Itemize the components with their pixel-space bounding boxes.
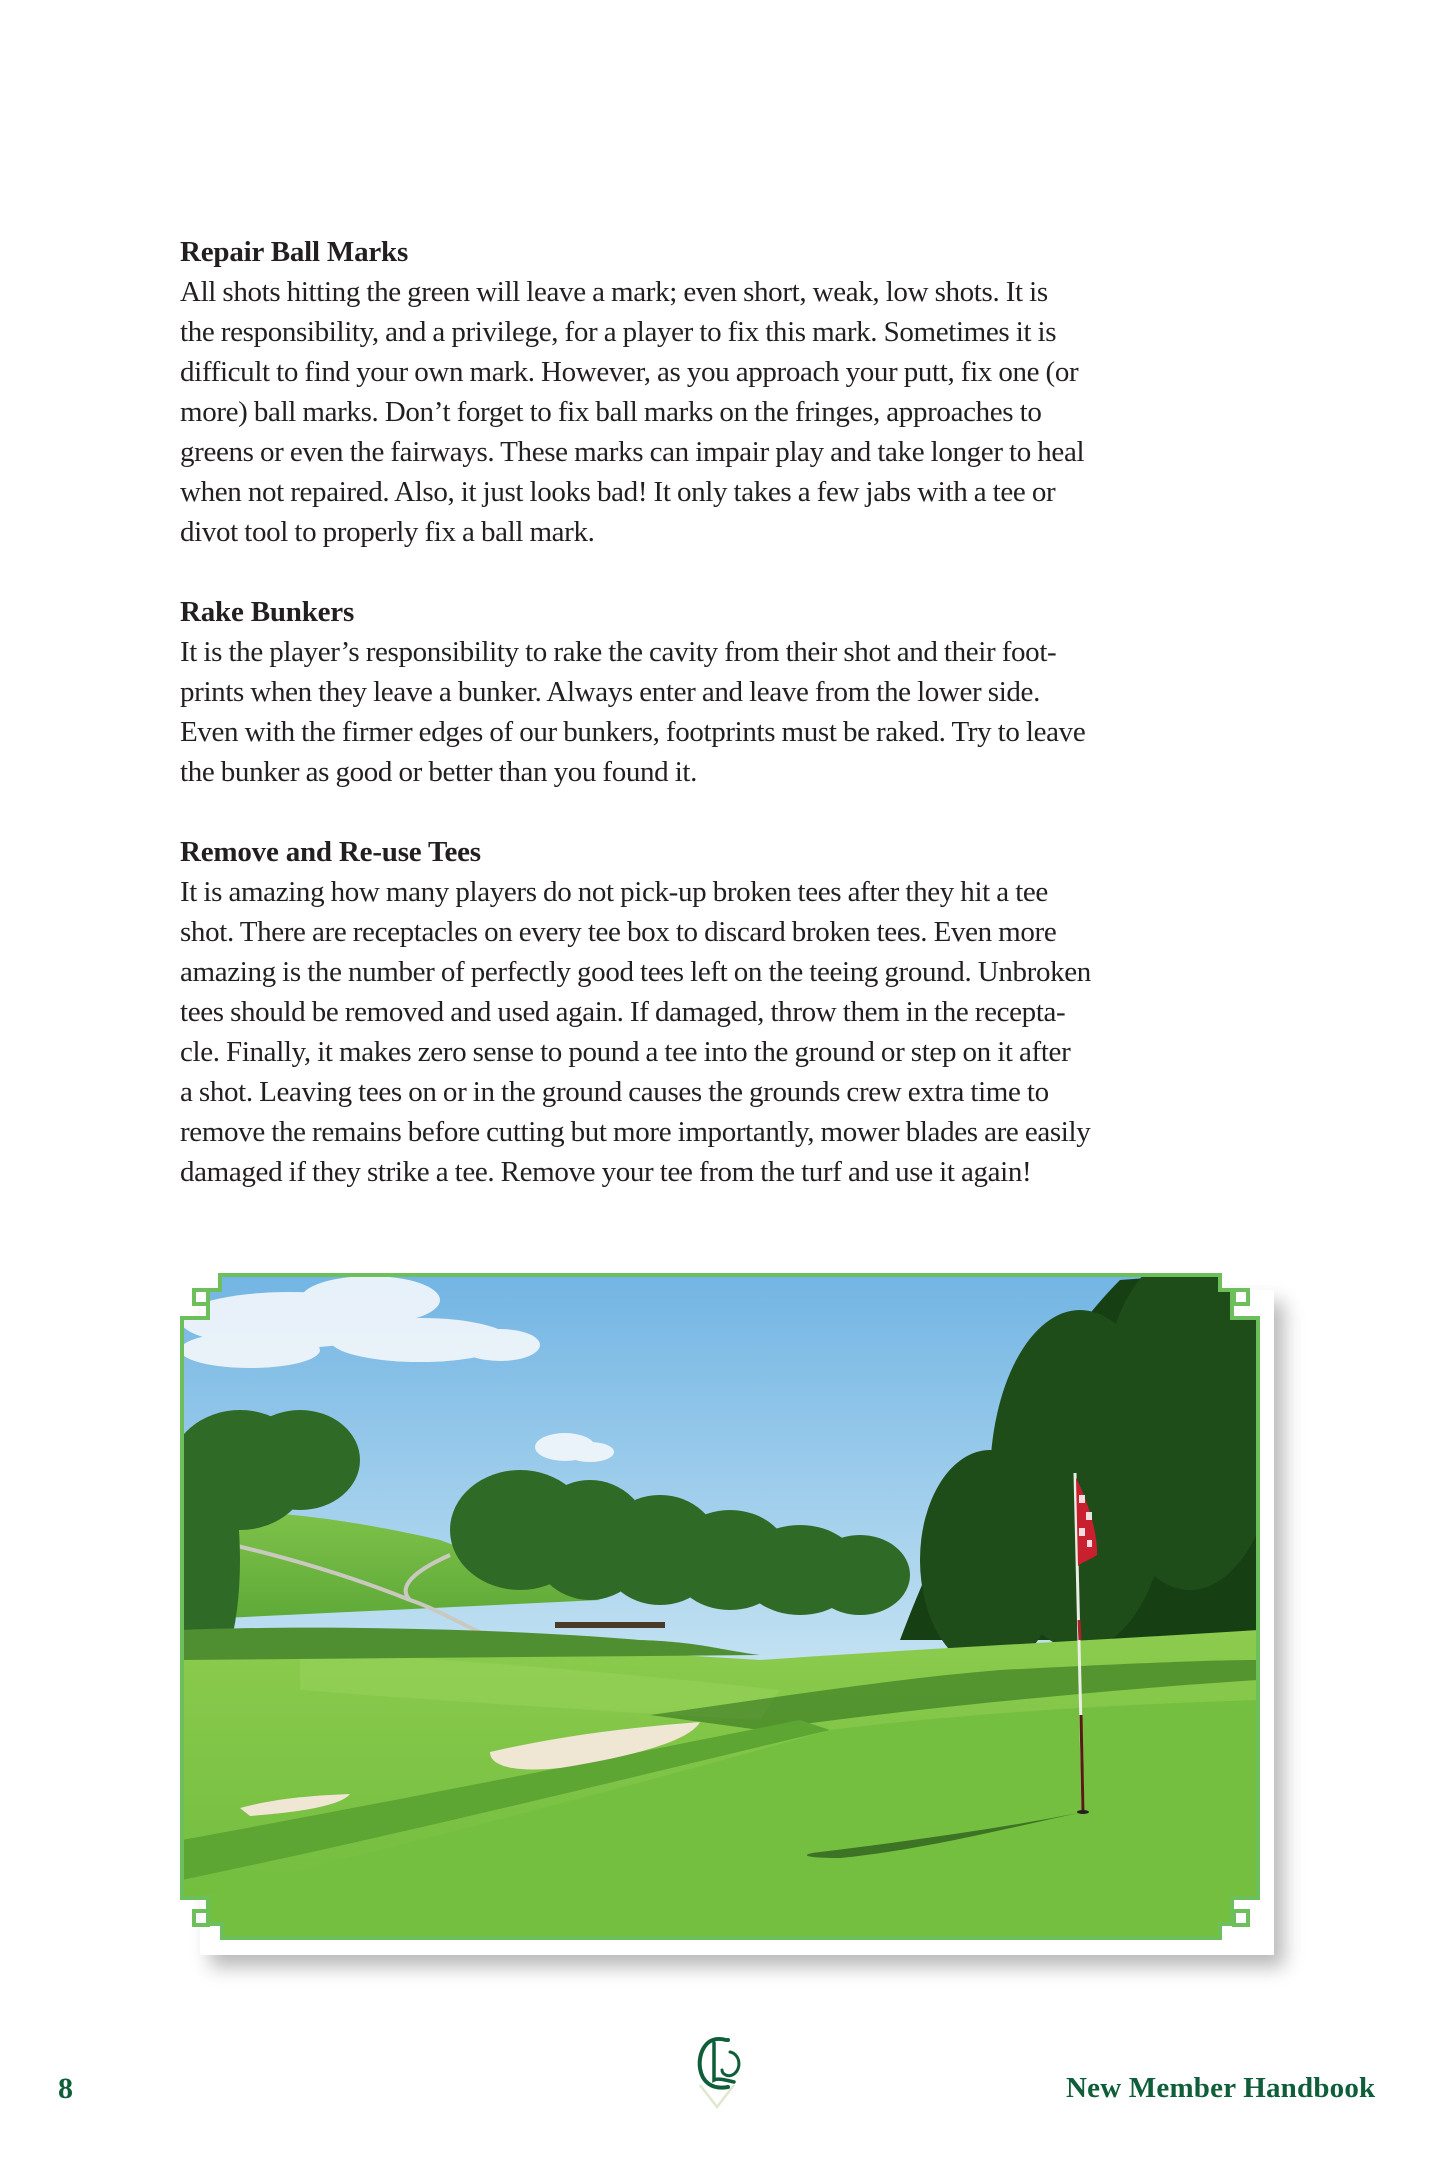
body-line: damaged if they strike a tee. Remove your tee from the turf and use it again! (180, 1156, 1032, 1188)
body-line: amazing is the number of perfectly good tees left on the teeing ground. Unbroken (180, 956, 1091, 988)
section-heading: Rake Bunkers (180, 596, 355, 628)
handbook-title: New Member Handbook (1066, 2072, 1376, 2104)
body-line: divot tool to properly fix a ball mark. (180, 516, 595, 548)
frame-corner-square (1234, 1290, 1248, 1304)
section-rake-bunkers (180, 592, 1270, 792)
body-line: the responsibility, and a privilege, for a player to fix this mark. Sometimes it is (180, 316, 1057, 348)
body-line: All shots hitting the green will leave a mark; even short, weak, low shots. It is (180, 276, 1048, 308)
section-remove-reuse-tees (180, 832, 1270, 1192)
section-repair-ball-marks (180, 232, 1270, 552)
body-line: It is amazing how many players do not pick-up broken tees after they hit a tee (180, 876, 1048, 908)
frame-corner-square (194, 1290, 208, 1304)
section-heading: Remove and Re-use Tees (180, 836, 481, 868)
body-line: prints when they leave a bunker. Always enter and leave from the lower side. (180, 676, 1040, 708)
frame-corner-square (194, 1911, 208, 1925)
footer-ornament (330, 2025, 1110, 2120)
body-line: when not repaired. Also, it just looks bad! It only takes a few jabs with a tee or (180, 476, 1056, 508)
golf-course-photo (170, 1260, 1280, 1960)
body-line: greens or even the fairways. These marks can impair play and take longer to heal (180, 436, 1085, 468)
section-body (180, 632, 1270, 792)
body-line: difficult to find your own mark. However, as you approach your putt, fix one (or (180, 356, 1079, 388)
section-body (180, 872, 1270, 1192)
page-content (180, 232, 1270, 1232)
body-line: a shot. Leaving tees on or in the ground causes the grounds crew extra time to (180, 1076, 1049, 1108)
body-line: cle. Finally, it makes zero sense to pound a tee into the ground or step on it after (180, 1036, 1071, 1068)
section-body (180, 272, 1270, 552)
chevron-lines-right (734, 2085, 1100, 2099)
club-monogram-logo (700, 2038, 739, 2088)
body-line: remove the remains before cutting but more importantly, mower blades are easily (180, 1116, 1091, 1148)
body-line: tees should be removed and used again. If damaged, throw them in the recepta- (180, 996, 1066, 1028)
body-line: It is the player’s responsibility to rake the cavity from their shot and their foot- (180, 636, 1057, 668)
photo-content (170, 1260, 1280, 1950)
chevron-lines-left (340, 2085, 700, 2099)
body-line: Even with the firmer edges of our bunkers, footprints must be raked. Try to leave (180, 716, 1086, 748)
page-number: 8 (58, 2072, 73, 2105)
section-heading: Repair Ball Marks (180, 236, 409, 268)
body-line: the bunker as good or better than you found it. (180, 756, 698, 788)
body-line: shot. There are receptacles on every tee box to discard broken tees. Even more (180, 916, 1057, 948)
body-line: more) ball marks. Don’t forget to fix ball marks on the fringes, approaches to (180, 396, 1042, 428)
frame-corner-square (1234, 1911, 1248, 1925)
